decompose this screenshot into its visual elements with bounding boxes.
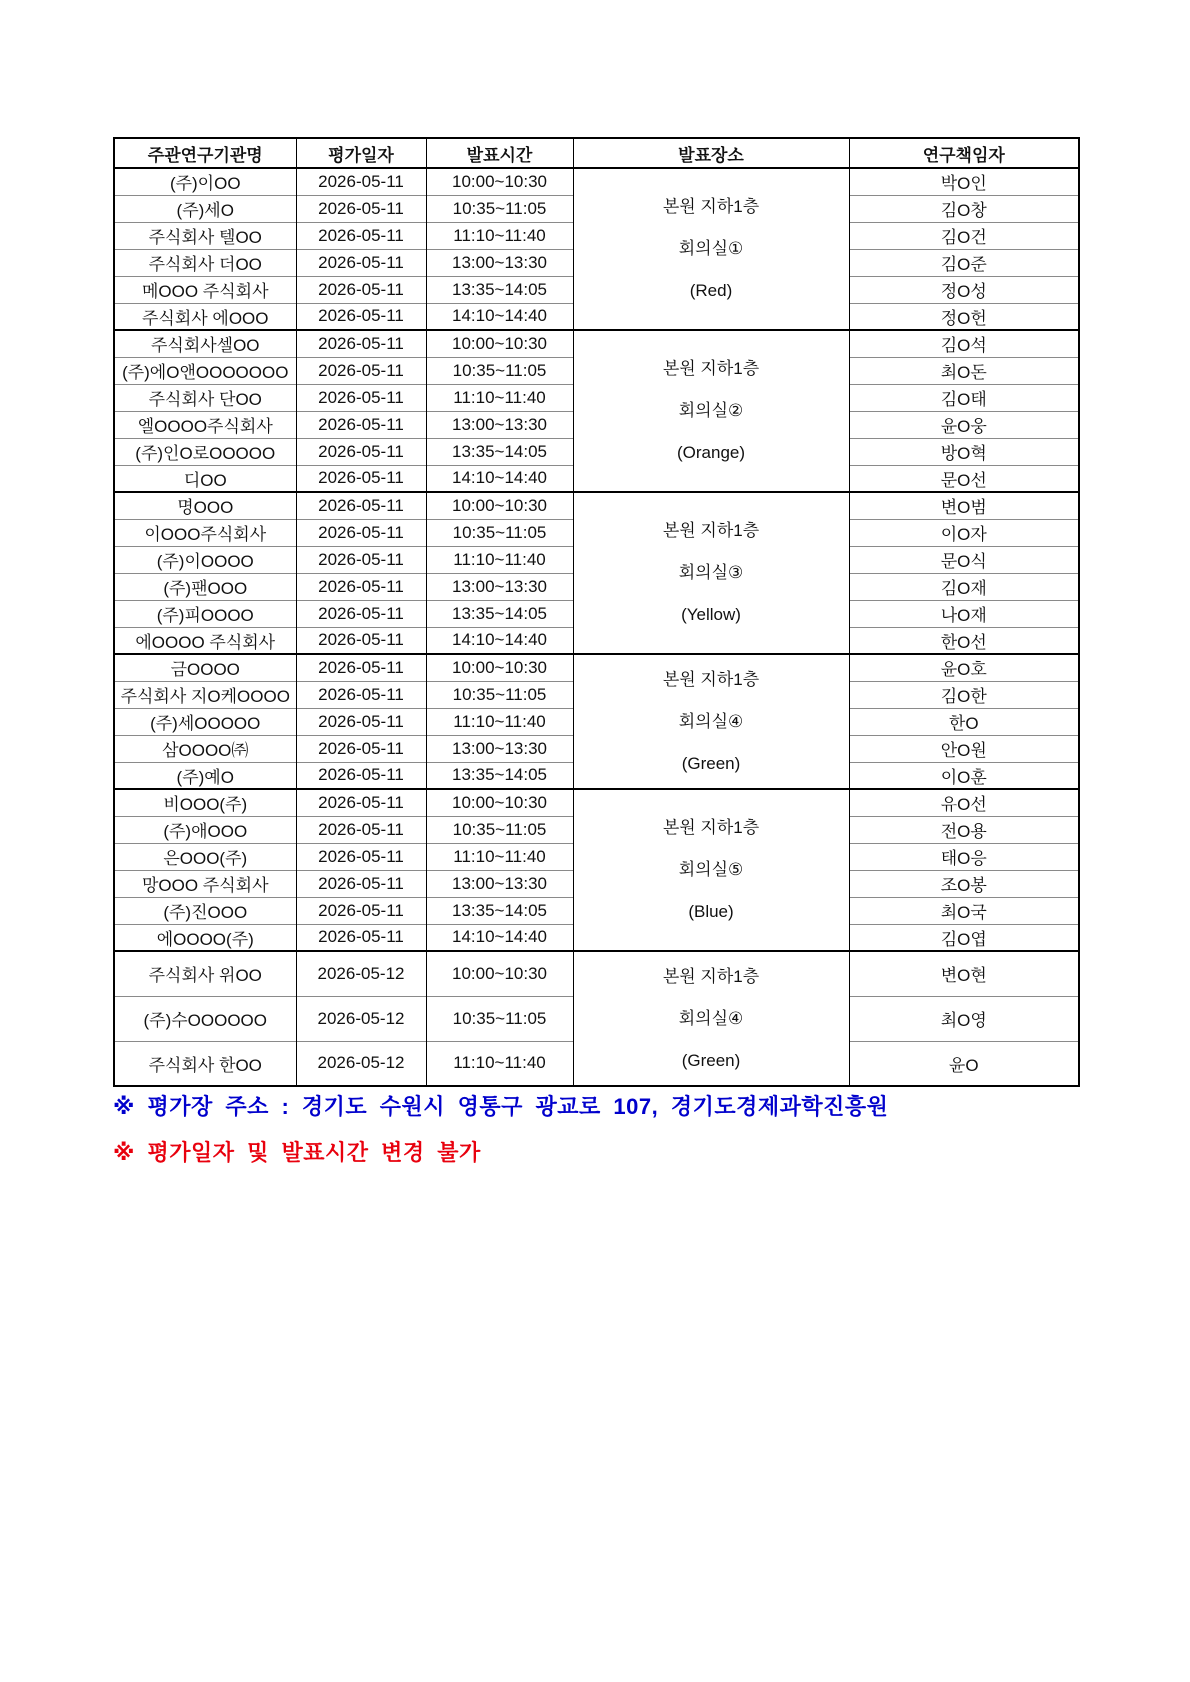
column-header: 연구책임자 (849, 138, 1079, 168)
table-body (114, 168, 1079, 1086)
cell-researcher: 김O석 (849, 330, 1079, 357)
cell-presentation-time: 10:35~11:05 (426, 681, 573, 708)
cell-presentation-time: 10:35~11:05 (426, 816, 573, 843)
cell-presentation-time: 10:00~10:30 (426, 168, 573, 195)
cell-organization: 명OOO (114, 492, 296, 519)
cell-presentation-location (573, 951, 849, 1086)
cell-organization: 이OOO주식회사 (114, 519, 296, 546)
cell-researcher: 최O영 (849, 996, 1079, 1041)
cell-presentation-time: 11:10~11:40 (426, 1041, 573, 1086)
cell-presentation-time: 13:35~14:05 (426, 438, 573, 465)
cell-researcher: 윤O웅 (849, 411, 1079, 438)
cell-eval-date: 2026-05-11 (296, 600, 426, 627)
cell-researcher: 윤O (849, 1041, 1079, 1086)
cell-researcher: 문O선 (849, 465, 1079, 492)
table-row (114, 492, 1079, 519)
cell-researcher: 윤O호 (849, 654, 1079, 681)
location-line: (Blue) (688, 902, 734, 921)
cell-eval-date: 2026-05-11 (296, 438, 426, 465)
cell-eval-date: 2026-05-11 (296, 222, 426, 249)
cell-eval-date: 2026-05-11 (296, 492, 426, 519)
cell-eval-date: 2026-05-12 (296, 1041, 426, 1086)
cell-organization: 에OOOO(주) (114, 924, 296, 951)
cell-presentation-location (573, 492, 849, 654)
cell-researcher: 김O창 (849, 195, 1079, 222)
cell-organization: 비OOO(주) (114, 789, 296, 816)
cell-eval-date: 2026-05-11 (296, 384, 426, 411)
cell-presentation-time: 14:10~14:40 (426, 924, 573, 951)
cell-presentation-time: 13:35~14:05 (426, 276, 573, 303)
cell-researcher: 한O (849, 708, 1079, 735)
cell-researcher: 방O혁 (849, 438, 1079, 465)
cell-eval-date: 2026-05-11 (296, 924, 426, 951)
location-line: 회의실② (678, 401, 744, 420)
cell-presentation-time: 10:35~11:05 (426, 996, 573, 1041)
cell-eval-date: 2026-05-12 (296, 951, 426, 996)
cell-eval-date: 2026-05-11 (296, 303, 426, 330)
cell-presentation-time: 13:35~14:05 (426, 600, 573, 627)
cell-eval-date: 2026-05-12 (296, 996, 426, 1041)
column-header: 발표장소 (573, 138, 849, 168)
cell-organization: 망OOO 주식회사 (114, 870, 296, 897)
location-line: 본원 지하1층 (662, 359, 760, 378)
cell-organization: (주)세OOOOO (114, 708, 296, 735)
cell-eval-date: 2026-05-11 (296, 330, 426, 357)
cell-organization: 주식회사 더OO (114, 249, 296, 276)
location-line: 본원 지하1층 (662, 818, 760, 837)
cell-researcher: 김O재 (849, 573, 1079, 600)
table-row (114, 168, 1079, 195)
location-line: 회의실④ (678, 711, 744, 731)
cell-researcher: 박O인 (849, 168, 1079, 195)
header-row (114, 138, 1079, 168)
cell-eval-date: 2026-05-11 (296, 735, 426, 762)
cell-presentation-time: 10:00~10:30 (426, 330, 573, 357)
cell-researcher: 안O원 (849, 735, 1079, 762)
cell-presentation-time: 13:00~13:30 (426, 411, 573, 438)
cell-presentation-time: 13:35~14:05 (426, 897, 573, 924)
cell-researcher: 최O돈 (849, 357, 1079, 384)
cell-presentation-time: 11:10~11:40 (426, 384, 573, 411)
cell-eval-date: 2026-05-11 (296, 789, 426, 816)
cell-organization: 은OOO(주) (114, 843, 296, 870)
cell-presentation-time: 11:10~11:40 (426, 843, 573, 870)
cell-presentation-time: 14:10~14:40 (426, 303, 573, 330)
cell-presentation-time: 14:10~14:40 (426, 627, 573, 654)
cell-presentation-location (573, 168, 849, 330)
cell-researcher: 유O선 (849, 789, 1079, 816)
cell-presentation-time: 13:00~13:30 (426, 573, 573, 600)
cell-eval-date: 2026-05-11 (296, 627, 426, 654)
table-row (114, 789, 1079, 816)
location-line: 회의실③ (678, 563, 744, 582)
column-header: 평가일자 (296, 138, 426, 168)
location-line: 회의실④ (678, 1008, 744, 1028)
cell-organization: (주)팬OOO (114, 573, 296, 600)
cell-eval-date: 2026-05-11 (296, 249, 426, 276)
cell-organization: (주)인O로OOOOO (114, 438, 296, 465)
cell-organization: 주식회사셀OO (114, 330, 296, 357)
cell-eval-date: 2026-05-11 (296, 708, 426, 735)
cell-presentation-time: 13:00~13:30 (426, 870, 573, 897)
schedule-table (113, 137, 1080, 1087)
cell-presentation-time: 13:00~13:30 (426, 249, 573, 276)
cell-researcher: 김O한 (849, 681, 1079, 708)
note-schedule-unchangeable: ※ 평가일자 및 발표시간 변경 불가 (113, 1140, 481, 1165)
cell-researcher: 문O식 (849, 546, 1079, 573)
cell-researcher: 김O준 (849, 249, 1079, 276)
cell-eval-date: 2026-05-11 (296, 195, 426, 222)
cell-organization: (주)예O (114, 762, 296, 789)
cell-eval-date: 2026-05-11 (296, 897, 426, 924)
cell-researcher: 정O성 (849, 276, 1079, 303)
table-row (114, 330, 1079, 357)
location-line: 본원 지하1층 (662, 197, 760, 216)
cell-presentation-time: 10:35~11:05 (426, 357, 573, 384)
location-line: 회의실⑤ (678, 860, 744, 879)
cell-researcher: 태O응 (849, 843, 1079, 870)
cell-organization: (주)에O앤OOOOOOO (114, 357, 296, 384)
location-line: (Green) (681, 753, 741, 773)
cell-researcher: 이O자 (849, 519, 1079, 546)
table-header-row (114, 138, 1079, 168)
cell-eval-date: 2026-05-11 (296, 465, 426, 492)
cell-presentation-time: 14:10~14:40 (426, 465, 573, 492)
location-line: (Red) (689, 281, 733, 300)
cell-organization: 엘OOOO주식회사 (114, 411, 296, 438)
cell-organization: 에OOOO 주식회사 (114, 627, 296, 654)
cell-organization: 삼OOOO㈜ (114, 735, 296, 762)
cell-eval-date: 2026-05-11 (296, 870, 426, 897)
cell-organization: (주)이OO (114, 168, 296, 195)
cell-eval-date: 2026-05-11 (296, 357, 426, 384)
cell-organization: 주식회사 지O케OOOO (114, 681, 296, 708)
cell-presentation-time: 13:35~14:05 (426, 762, 573, 789)
cell-eval-date: 2026-05-11 (296, 411, 426, 438)
cell-eval-date: 2026-05-11 (296, 843, 426, 870)
cell-researcher: 김O건 (849, 222, 1079, 249)
cell-researcher: 이O훈 (849, 762, 1079, 789)
cell-researcher: 조O봉 (849, 870, 1079, 897)
location-line: (Orange) (676, 443, 746, 462)
cell-eval-date: 2026-05-11 (296, 681, 426, 708)
cell-researcher: 전O용 (849, 816, 1079, 843)
cell-eval-date: 2026-05-11 (296, 762, 426, 789)
cell-organization: 주식회사 텔OO (114, 222, 296, 249)
table-row (114, 951, 1079, 996)
cell-organization: (주)이OOOO (114, 546, 296, 573)
location-line: (Yellow) (681, 605, 741, 624)
note-evaluation-address: ※ 평가장 주소 : 경기도 수원시 영통구 광교로 107, 경기도경제과학진흥원 (113, 1094, 889, 1119)
column-header: 주관연구기관명 (114, 138, 296, 168)
cell-researcher: 정O헌 (849, 303, 1079, 330)
cell-researcher: 한O선 (849, 627, 1079, 654)
cell-presentation-time: 11:10~11:40 (426, 708, 573, 735)
cell-presentation-time: 10:35~11:05 (426, 195, 573, 222)
cell-presentation-time: 10:00~10:30 (426, 492, 573, 519)
cell-organization: (주)진OOO (114, 897, 296, 924)
cell-researcher: 김O태 (849, 384, 1079, 411)
location-line: 본원 지하1층 (662, 966, 760, 986)
cell-organization: (주)피OOOO (114, 600, 296, 627)
location-line: 본원 지하1층 (662, 669, 760, 689)
cell-organization: 메OOO 주식회사 (114, 276, 296, 303)
cell-researcher: 최O국 (849, 897, 1079, 924)
cell-presentation-time: 13:00~13:30 (426, 735, 573, 762)
location-line: (Green) (681, 1050, 741, 1070)
cell-researcher: 김O엽 (849, 924, 1079, 951)
cell-organization: 주식회사 에OOO (114, 303, 296, 330)
cell-presentation-time: 10:00~10:30 (426, 654, 573, 681)
cell-researcher: 나O재 (849, 600, 1079, 627)
cell-eval-date: 2026-05-11 (296, 168, 426, 195)
location-line: 본원 지하1층 (662, 521, 760, 540)
cell-presentation-location (573, 330, 849, 492)
cell-presentation-time: 10:35~11:05 (426, 519, 573, 546)
cell-presentation-location (573, 654, 849, 789)
location-line: 회의실① (678, 239, 744, 258)
cell-researcher: 변O현 (849, 951, 1079, 996)
cell-organization: (주)애OOO (114, 816, 296, 843)
cell-presentation-time: 10:00~10:30 (426, 789, 573, 816)
cell-organization: 주식회사 단OO (114, 384, 296, 411)
cell-presentation-time: 11:10~11:40 (426, 546, 573, 573)
cell-eval-date: 2026-05-11 (296, 654, 426, 681)
cell-organization: 주식회사 한OO (114, 1041, 296, 1086)
cell-presentation-time: 10:00~10:30 (426, 951, 573, 996)
table-row (114, 654, 1079, 681)
cell-organization: (주)수OOOOOO (114, 996, 296, 1041)
cell-eval-date: 2026-05-11 (296, 816, 426, 843)
cell-organization: 디OO (114, 465, 296, 492)
cell-presentation-location (573, 789, 849, 951)
cell-eval-date: 2026-05-11 (296, 519, 426, 546)
cell-organization: 금OOOO (114, 654, 296, 681)
cell-presentation-time: 11:10~11:40 (426, 222, 573, 249)
cell-eval-date: 2026-05-11 (296, 573, 426, 600)
cell-organization: 주식회사 위OO (114, 951, 296, 996)
cell-eval-date: 2026-05-11 (296, 276, 426, 303)
cell-organization: (주)세O (114, 195, 296, 222)
column-header: 발표시간 (426, 138, 573, 168)
cell-researcher: 변O범 (849, 492, 1079, 519)
cell-eval-date: 2026-05-11 (296, 546, 426, 573)
